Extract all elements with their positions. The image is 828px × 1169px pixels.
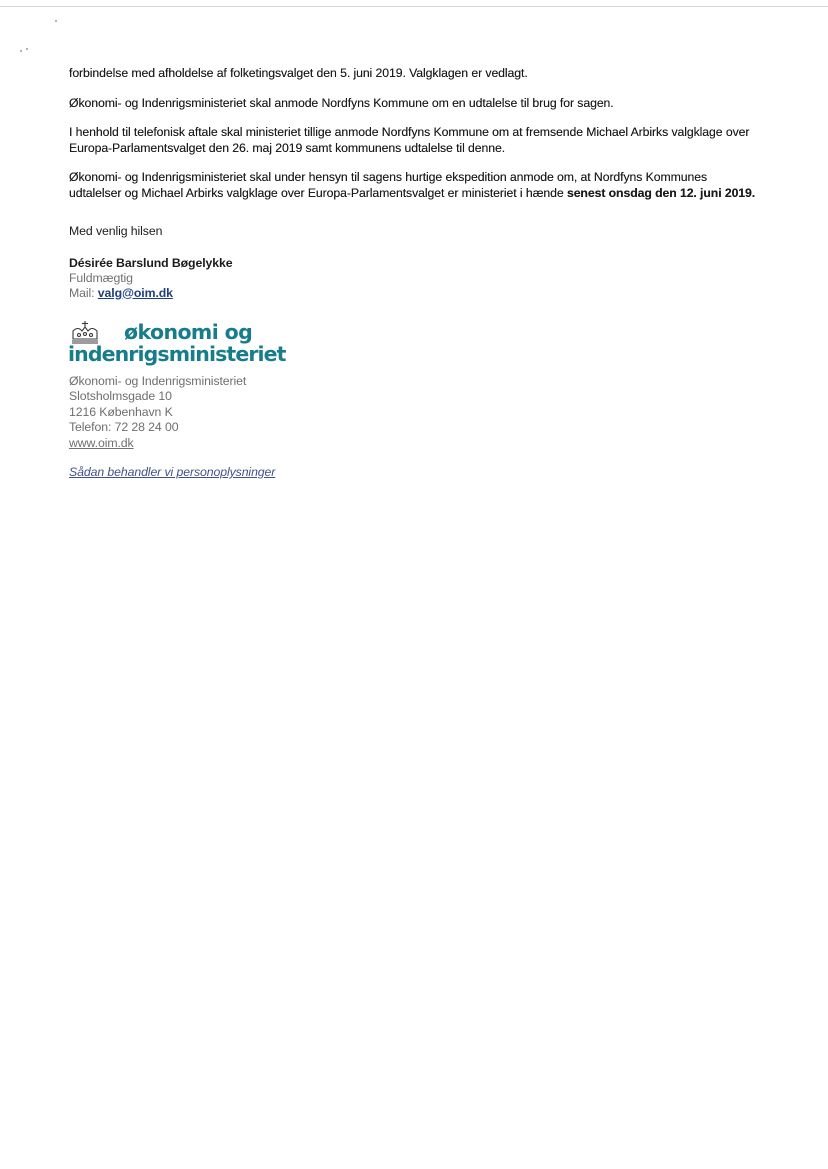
- letter-paragraph-2: [69, 96, 759, 112]
- letter-paragraph-3: [69, 125, 759, 156]
- scan-speck: [26, 48, 28, 50]
- signatory-mail: [69, 286, 759, 301]
- letter-page: [69, 66, 759, 481]
- letter-paragraph-4: [69, 170, 759, 201]
- address-phone: Telefon: 72 28 24 00: [69, 420, 179, 435]
- paragraph-text: I henhold til telefonisk aftale skal ministeriet tillige anmode Nordfyns Kommune om at fremsende Michael Arbirks valgklage over Europa-Parlamentsvalget den 26. maj 2019 samt kommunens udtalelse til denne.: [69, 125, 750, 155]
- scan-speck: [55, 20, 57, 22]
- paragraph-text: forbindelse med afholdelse af folketingsvalget den 5. juni 2019. Valgklagen er vedlagt.: [69, 66, 528, 80]
- closing-greeting: Med venlig hilsen: [69, 224, 163, 238]
- ministry-logo: [69, 320, 329, 370]
- scan-top-edge: [0, 6, 828, 7]
- logo-text-line1: økonomi og: [124, 320, 253, 344]
- letter-paragraph-1: [69, 66, 759, 82]
- signatory-name: Désirée Barslund Bøgelykke: [69, 255, 233, 270]
- logo-text-line2: indenrigsministeriet: [68, 342, 286, 366]
- address-org: Økonomi- og Indenrigsministeriet: [69, 374, 247, 388]
- mail-label: Mail:: [69, 285, 98, 300]
- ministry-address: [69, 374, 759, 451]
- privacy-policy-link[interactable]: Sådan behandler vi personoplysninger: [69, 465, 276, 480]
- mail-link[interactable]: valg@oim.dk: [97, 285, 173, 300]
- scan-speck: [20, 50, 22, 52]
- address-street: Slotsholmsgade 10: [69, 389, 172, 404]
- paragraph-text: Økonomi- og Indenrigsministeriet skal under hensyn til sagens hurtige ekspedition anmode om, at Nordfyns Kommunes udtalelser og Michael Arbirks valgklage over Europa-Parlamentsvalget er ministeriet i hænde: [69, 170, 708, 200]
- deadline-text: senest onsdag den 12. juni 2019.: [566, 185, 756, 200]
- address-city: 1216 København K: [69, 404, 173, 419]
- paragraph-text: Økonomi- og Indenrigsministeriet skal anmode Nordfyns Kommune om en udtalelse til brug for sagen.: [69, 95, 614, 110]
- website-link[interactable]: www.oim.dk: [69, 435, 134, 450]
- signatory-title: Fuldmægtig: [69, 271, 133, 285]
